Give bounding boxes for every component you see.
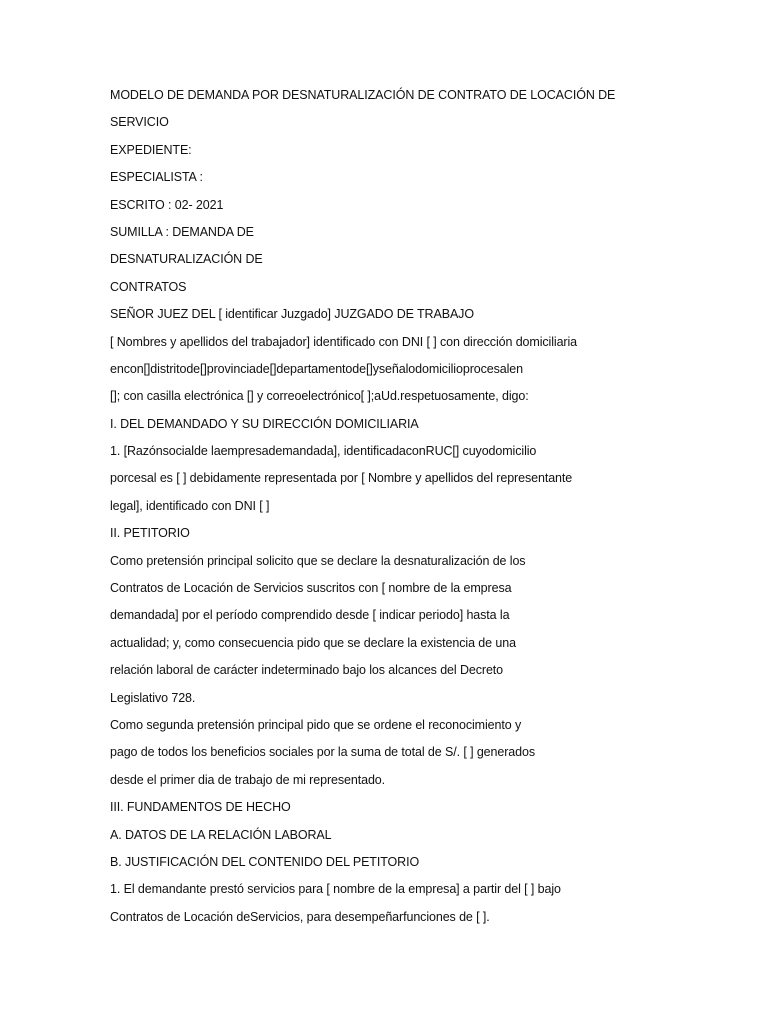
document-title-line-1: MODELO DE DEMANDA POR DESNATURALIZACIÓN DE CONTRATO DE LOCACIÓN DE [110, 88, 616, 102]
petitorio-paragraph-line-5: relación laboral de carácter indeterminado bajo los alcances del Decreto [110, 663, 504, 678]
second-claim-line-2: pago de todos los beneficios sociales por la suma de total de S/. [ ] generados [110, 745, 536, 760]
addressee-line: SEÑOR JUEZ DEL [ identificar Juzgado] JUZGADO DE TRABAJO [110, 307, 474, 322]
petitorio-paragraph-line-1: Como pretensión principal solicito que se declare la desnaturalización de los [110, 553, 526, 568]
expediente-label: EXPEDIENTE: [110, 142, 192, 157]
section-heading-fundamentos: III. FUNDAMENTOS DE HECHO [110, 800, 291, 815]
intro-paragraph-line-2: encon[]distritode[]provinciade[]departamentode[]yseñalodomicilioprocesalen [110, 361, 523, 376]
document-title-line-2: SERVICIO [110, 115, 169, 130]
intro-paragraph-line-3: []; con casilla electrónica [] y correoelectrónico[ ];aUd.respetuosamente, digo: [110, 389, 529, 404]
petitorio-paragraph-line-4: actualidad; y, como consecuencia pido que se declare la existencia de una [110, 635, 516, 650]
demandado-paragraph-line-2: porcesal es [ ] debidamente representada por [ Nombre y apellidos del representante [110, 471, 573, 486]
fact-paragraph-line-2: Contratos de Locación deServicios, para desempeñarfunciones de [ ]. [110, 909, 490, 924]
sumilla-line-3: CONTRATOS [110, 279, 187, 294]
sumilla-line-1: SUMILLA : DEMANDA DE [110, 224, 254, 239]
section-heading-petitorio: II. PETITORIO [110, 526, 190, 541]
intro-paragraph-line-1: [ Nombres y apellidos del trabajador] identificado con DNI [ ] con dirección domiciliaria [110, 334, 578, 349]
document-body [110, 85, 630, 934]
second-claim-line-1: Como segunda pretensión principal pido que se ordene el reconocimiento y [110, 717, 522, 732]
demandado-paragraph-line-3: legal], identificado con DNI [ ] [110, 498, 270, 513]
escrito-label: ESCRITO : 02- 2021 [110, 197, 224, 212]
petitorio-paragraph-line-2: Contratos de Locación de Servicios suscritos con [ nombre de la empresa [110, 581, 512, 596]
especialista-label: ESPECIALISTA : [110, 170, 203, 185]
sumilla-line-2: DESNATURALIZACIÓN DE [110, 252, 263, 267]
demandado-paragraph-line-1: 1. [Razónsocialde laempresademandada], identificadaconRUC[] cuyodomicilio [110, 444, 537, 459]
subheading-datos-relacion: A. DATOS DE LA RELACIÓN LABORAL [110, 827, 332, 842]
fact-paragraph-line-1: 1. El demandante prestó servicios para [ nombre de la empresa] a partir del [ ] bajo [110, 882, 561, 897]
section-heading-demandado: I. DEL DEMANDADO Y SU DIRECCIÓN DOMICILIARIA [110, 416, 419, 431]
petitorio-paragraph-line-6: Legislativo 728. [110, 690, 196, 705]
subheading-justificacion: B. JUSTIFICACIÓN DEL CONTENIDO DEL PETITORIO [110, 854, 420, 869]
petitorio-paragraph-line-3: demandada] por el período comprendido desde [ indicar periodo] hasta la [110, 608, 510, 623]
second-claim-line-3: desde el primer dia de trabajo de mi representado. [110, 772, 386, 787]
